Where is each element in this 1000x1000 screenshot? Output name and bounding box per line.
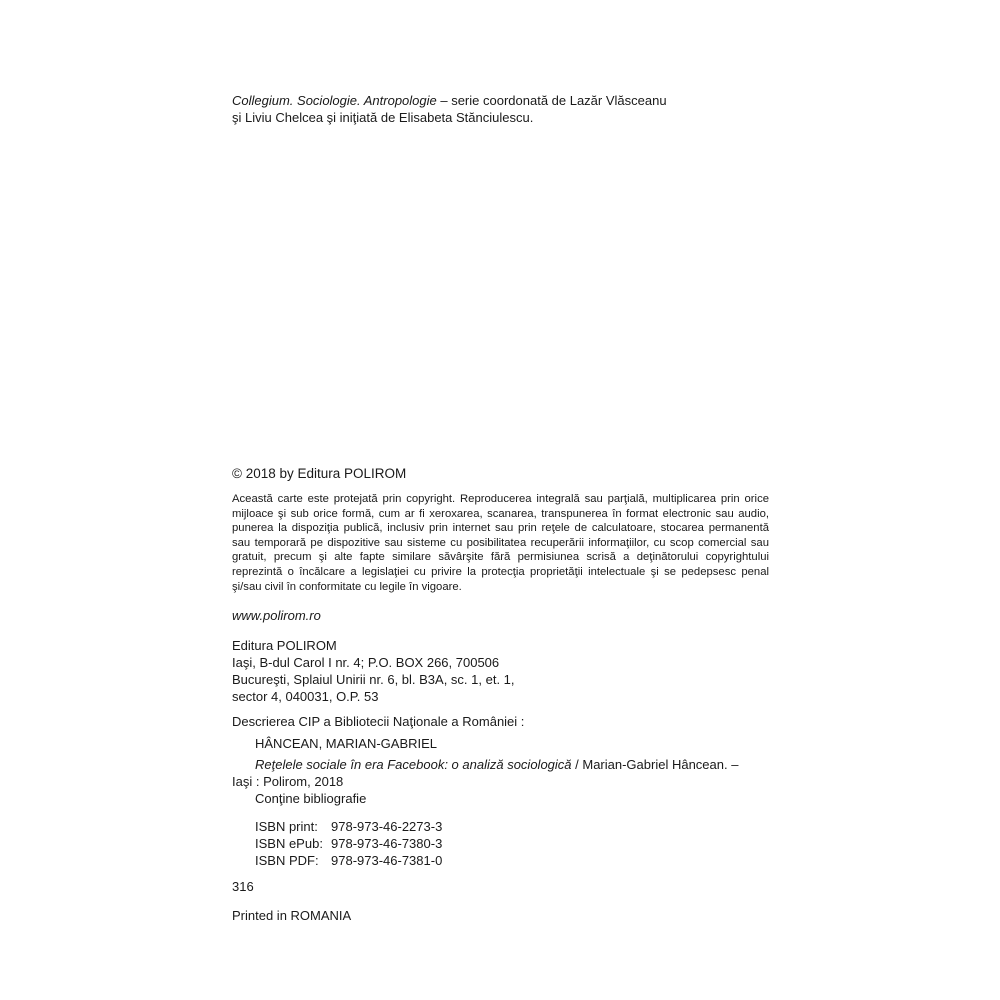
isbn-value: 978-973-46-7380-3 — [331, 836, 443, 851]
copyright-notice: Această carte este protejată prin copyright. Reproducerea integrală sau parţială, multiplicarea prin orice mijloace şi sub orice formă, cum ar fi xeroxarea, scanarea, transpunerea în format electronic sau audio, punerea la dispoziţia publică, inclusiv prin internet sau prin reţele de calculatoare, stocarea permanentă sau temporară pe dispozitive sau sisteme cu posibilitatea recuperării informaţiilor, cu scop comercial sau gratuit, precum şi alte fapte similare săvârşite fără permisiunea scrisă a deţinătorului copyrightului reprezintă o încălcare a legislaţiei cu privire la protecţia proprietăţii intelectuale şi se pedepsesc penal şi/sau civil în conformitate cu legile în vigoare. — [232, 493, 769, 593]
cip-book-title: Reţelele sociale în era Facebook: o analiză sociologică — [255, 757, 572, 772]
isbn-row — [255, 852, 442, 869]
isbn-label: ISBN print: — [255, 819, 318, 834]
publisher-address-bucuresti-1: Bucureşti, Splaiul Unirii nr. 6, bl. B3A, sc. 1, et. 1, — [232, 672, 515, 687]
isbn-label: ISBN PDF: — [255, 853, 319, 868]
printed-in: Printed in ROMANIA — [232, 908, 352, 923]
series-line-2: şi Liviu Chelcea şi iniţiată de Elisabeta Stănciulescu. — [232, 110, 534, 125]
cip-record — [232, 756, 792, 807]
series-line-1 — [232, 92, 752, 109]
classification-code: 316 — [232, 879, 254, 894]
publisher-address-iasi: Iaşi, B-dul Carol I nr. 4; P.O. BOX 266, 700506 — [232, 655, 500, 670]
publisher-info — [232, 637, 515, 705]
cip-heading: Descrierea CIP a Bibliotecii Naţionale a României : — [232, 714, 525, 729]
cip-imprint: Iaşi : Polirom, 2018 — [232, 774, 344, 789]
cip-book-line — [232, 756, 792, 773]
series-editors: – serie coordonată de Lazăr Vlăsceanu — [436, 93, 667, 108]
isbn-label: ISBN ePub: — [255, 836, 323, 851]
cip-note: Conţine bibliografie — [255, 791, 367, 806]
publisher-address-bucuresti-2: sector 4, 040031, O.P. 53 — [232, 689, 379, 704]
website-link[interactable]: www.polirom.ro — [232, 608, 321, 623]
isbn-value: 978-973-46-2273-3 — [331, 819, 443, 834]
cip-book-author: / Marian-Gabriel Hâncean. – — [571, 757, 739, 772]
series-title: Collegium. Sociologie. Antropologie — [232, 93, 437, 108]
cip-author: HÂNCEAN, MARIAN-GABRIEL — [255, 736, 438, 751]
isbn-row — [255, 818, 442, 835]
isbn-row — [255, 835, 442, 852]
isbn-list — [255, 818, 442, 869]
publisher-name: Editura POLIROM — [232, 638, 337, 653]
series-statement — [232, 92, 752, 126]
isbn-value: 978-973-46-7381-0 — [331, 853, 443, 868]
copyright-line: © 2018 by Editura POLIROM — [232, 466, 407, 481]
